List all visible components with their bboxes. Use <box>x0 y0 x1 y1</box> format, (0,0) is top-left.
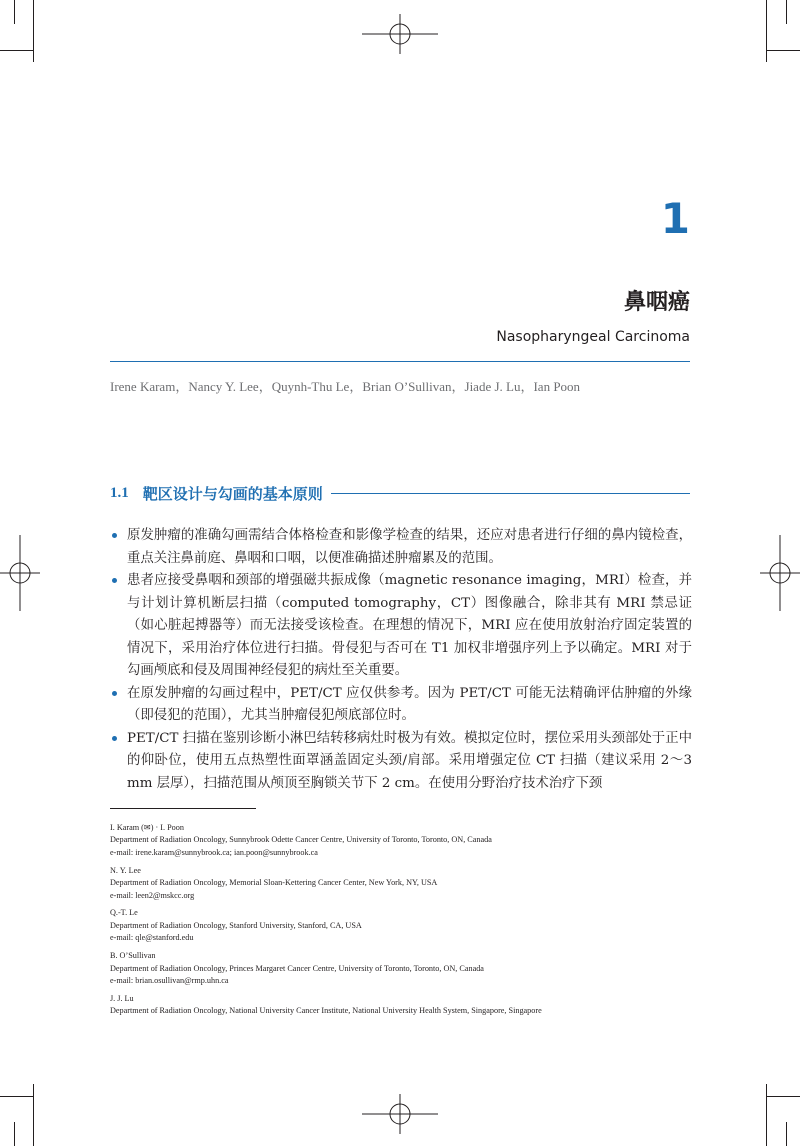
affiliation-name: N. Y. Lee <box>110 865 141 875</box>
crop-mark <box>33 1084 34 1146</box>
affiliation-department: Department of Radiation Oncology, Memorial Sloan-Kettering Cancer Center, New York, NY, USA <box>110 878 438 888</box>
bullet-icon <box>112 533 117 538</box>
affiliation-email: e-mail: brian.osullivan@rmp.uhn.ca <box>110 975 229 985</box>
crop-mark <box>786 0 787 24</box>
affiliation-email: e-mail: leen2@mskcc.org <box>110 890 195 900</box>
footnote-rule <box>110 808 256 809</box>
affiliation-email: e-mail: qle@stanford.edu <box>110 933 194 943</box>
affiliation-block <box>110 907 700 944</box>
affiliation-department: Department of Radiation Oncology, Stanford University, Stanford, CA, USA <box>110 920 362 930</box>
affiliation-block <box>110 865 700 902</box>
bullet-text: 在原发肿瘤的勾画过程中，PET/CT 应仅供参考。因为 PET/CT 可能无法精确评估肿瘤的外缘（即侵犯的范围），尤其当肿瘤侵犯颅底部位时。 <box>127 685 692 723</box>
affiliation-name: B. O’Sullivan <box>110 951 156 961</box>
bullet-item <box>110 570 692 683</box>
affiliation-block <box>110 822 700 859</box>
affiliation-block <box>110 950 700 987</box>
registration-mark-left <box>0 535 40 611</box>
title-rule <box>110 361 690 362</box>
bullet-text: 患者应接受鼻咽和颈部的增强磁共振成像（magnetic resonance imaging，MRI）检查，并与计划计算机断层扫描（computed tomography，CT）图像融合，除非其有 MRI 禁忌证（如心脏起搏器等）而无法接受该检查。在理想的情况下，MRI 应在使用放射治疗固定装置的情况下，采用治疗体位进行扫描。骨侵犯与否可在 T1 加权非增强序列上予以确定。MRI 对于勾画颅底和侵及周围神经侵犯的病灶至关重要。 <box>127 573 692 678</box>
crop-mark <box>766 0 767 62</box>
crop-mark <box>766 1096 800 1097</box>
chapter-number: 1 <box>660 194 690 243</box>
affiliation-department: Department of Radiation Oncology, Sunnybrook Odette Cancer Centre, University of Toronto, Toronto, ON, Canada <box>110 835 492 845</box>
crop-mark <box>766 1084 767 1146</box>
affiliation-email: e-mail: irene.karam@sunnybrook.ca; ian.poon@sunnybrook.ca <box>110 847 318 857</box>
bullet-icon <box>112 578 117 583</box>
bullet-list <box>110 525 692 795</box>
bullet-text: PET/CT 扫描在鉴别诊断小淋巴结转移病灶时极为有效。模拟定位时，摆位采用头颈部处于正中的仰卧位，使用五点热塑性面罩涵盖固定头颈/肩部。采用增强定位 CT 扫描（建议采用 2～3 mm 层厚），扫描范围从颅顶至胸锁关节下 2 cm。在使用分野治疗技术治疗下颈 <box>127 730 692 791</box>
chapter-title-zh: 鼻咽癌 <box>623 290 690 315</box>
crop-mark <box>33 0 34 62</box>
bullet-icon <box>112 736 117 741</box>
section-number: 1.1 <box>110 484 129 501</box>
author-affiliations <box>110 822 700 1023</box>
crop-mark <box>766 50 800 51</box>
chapter-title-en: Nasopharyngeal Carcinoma <box>496 329 690 345</box>
crop-mark <box>786 1122 787 1146</box>
affiliation-department: Department of Radiation Oncology, National University Cancer Institute, National University Health System, Singapore, Singapore <box>110 1006 542 1016</box>
affiliation-name: Q.-T. Le <box>110 908 138 918</box>
bullet-item <box>110 525 692 570</box>
registration-mark-top <box>362 14 438 54</box>
bullet-text: 原发肿瘤的准确勾画需结合体格检查和影像学检查的结果，还应对患者进行仔细的鼻内镜检查，重点关注鼻前庭、鼻咽和口咽，以便准确描述肿瘤累及的范围。 <box>127 528 692 566</box>
section-title: 靶区设计与勾画的基本原则 <box>142 484 323 503</box>
affiliation-block <box>110 993 700 1018</box>
registration-mark-bottom <box>362 1094 438 1134</box>
crop-mark <box>14 1122 15 1146</box>
section-heading <box>110 483 690 503</box>
affiliation-department: Department of Radiation Oncology, Princes Margaret Cancer Centre, University of Toronto, Toronto, ON, Canada <box>110 963 484 973</box>
crop-mark <box>0 50 33 51</box>
bullet-item <box>110 683 692 728</box>
author-list: Irene Karam，Nancy Y. Lee，Quynh-Thu Le，Brian O’Sullivan，Jiade J. Lu，Ian Poon <box>110 379 581 394</box>
registration-mark-right <box>760 535 800 611</box>
section-rule <box>331 493 690 494</box>
bullet-item <box>110 728 692 796</box>
crop-mark <box>14 0 15 24</box>
bullet-icon <box>112 691 117 696</box>
affiliation-name: I. Karam (✉) · I. Poon <box>110 823 184 832</box>
affiliation-name: J. J. Lu <box>110 993 134 1003</box>
crop-mark <box>0 1096 33 1097</box>
